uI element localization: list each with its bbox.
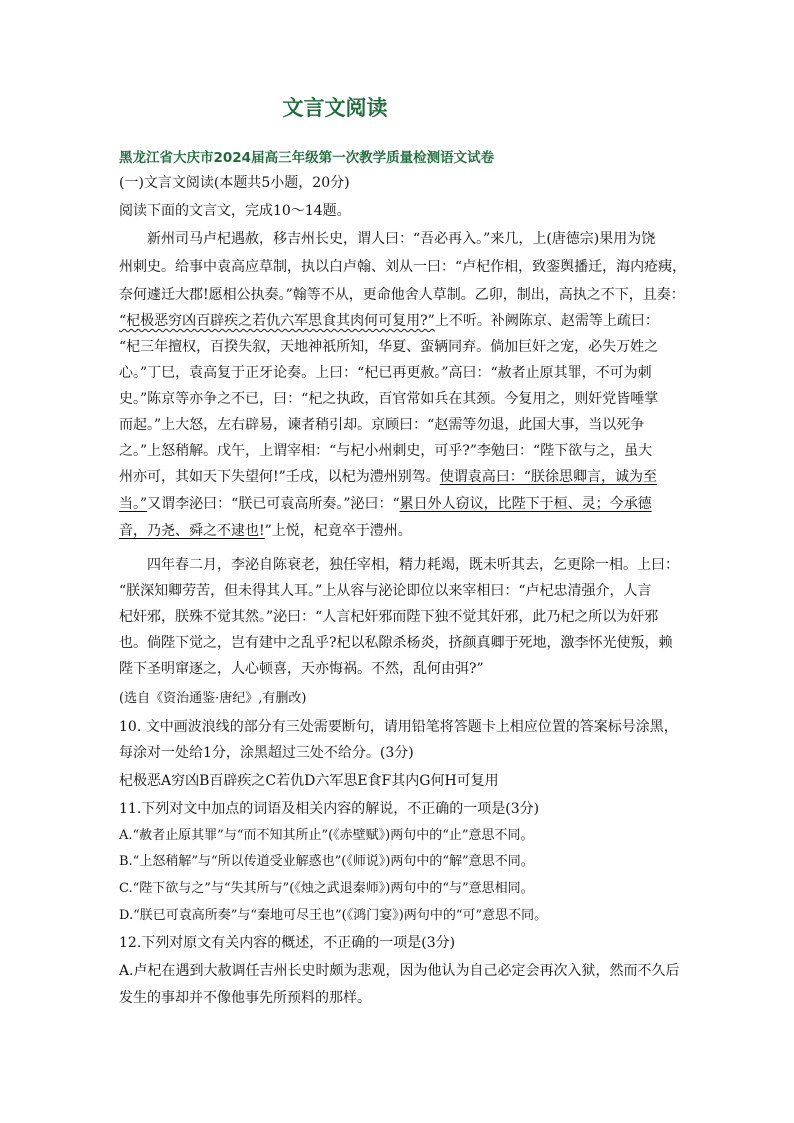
passage-line: 而起。”上大怒，左右辟易，谏者稍引却。京顾曰：“赵需等勿退，此国大事，当以死争	[119, 417, 645, 433]
question-10-stem: 10. 文中画波浪线的部分有三处需要断句，请用铅笔将答题卡上相应位置的答案标号涂黑，	[119, 719, 678, 735]
underlined-text: 使谓袁高曰：“朕徐思卿言，诚为至	[439, 469, 657, 485]
passage-text: 又谓李泌曰：“朕已可袁高所奏。”泌曰：“	[147, 496, 400, 512]
passage-line: 新州司马卢杞遇赦，移吉州长史，谓人曰：“吾必再入。”来几，上(唐德宗)果用为饶	[147, 231, 656, 247]
section-heading: (一)文言文阅读(本题共5小题，20分)	[119, 175, 350, 191]
question-11-stem: 11.下列对文中加点的词语及相关内容的解说，不正确的一项是(3分)	[119, 801, 540, 817]
passage-line: 史。”陈京等亦争之不已，曰：“杞之执政，百官常如兵在其颈。今复用之，则奸党皆唾掌	[119, 391, 659, 407]
passage-line: 奈何遽迁大郡!愿相公执奏。”翰等不从，更命他舍人草制。乙卯，制出，高执之不下，且奏：	[119, 287, 685, 303]
question-12-option-a-cont: 发生的事却并不像他事先所预料的那样。	[119, 990, 371, 1006]
question-11-option-c: C.“陛下欲与之”与“失其所与”(《烛之武退秦师》)两句中的“与”意思相同。	[119, 881, 534, 896]
underlined-text: 音，乃尧、舜之不逮也!	[119, 523, 265, 539]
question-11-option-d: D.“朕已可袁高所奏”与“秦地可尽王也”(《鸿门宴》)两句中的“可”意思不同。	[119, 908, 548, 923]
passage-line	[119, 467, 657, 487]
question-12-stem: 12.下列对原文有关内容的概述，不正确的一项是(3分)	[119, 935, 456, 951]
passage-line: 陛下圣明窜逐之，人心顿喜，天亦悔祸。不然，乱何由弭?”	[119, 661, 484, 677]
passage-line: 四年春二月，李泌自陈衰老，独任宰相，精力耗竭，既未听其去，乞更除一相。上曰：	[147, 557, 679, 573]
exam-source: 黑龙江省大庆市2024届高三年级第一次教学质量检测语文试卷	[119, 150, 495, 166]
underlined-text: 当。”	[119, 496, 148, 512]
underlined-text: 累日外人窃议，比陛下于桓、灵；今承德	[399, 496, 652, 512]
passage-line: “朕深知卿劳苦，但未得其人耳。”上从容与泌论即位以来宰相曰：“卢杞忠清强介，人言	[119, 583, 652, 599]
passage-line: 之。”上怒稍解。戊午，上谓宰相：“与杞小州刺史，可乎?”李勉曰：“陛下欲与之，虽大	[119, 443, 653, 459]
passage-text: ”上悦，杞竟卒于澧州。	[264, 523, 412, 539]
question-10-options: 杞极恶A穷凶B百辟疾之C若仇D六军思E食F其内G何H可复用	[119, 773, 499, 789]
passage-line: 心。”丁巳，袁高复于正牙论奏。上曰：“杞已再更赦。”高曰：“赦者止原其罪，不可为刺	[119, 365, 652, 381]
question-11-option-b: B.“上怒稍解”与“所以传道受业解惑也”(《师说》)两句中的“解”意思不同。	[119, 854, 534, 869]
passage-text: 州亦可，其如天下失望何!”壬戌，以杞为澧州别驾。	[119, 469, 440, 485]
passage-line: 杞奸邪，朕殊不觉其然。”泌曰：“人言杞奸邪而陛下独不觉其奸邪，此乃杞之所以为奸邪	[119, 609, 659, 625]
passage-line	[119, 521, 412, 541]
question-10-stem: 每涂对一处给1分，涂黑超过三处不给分。(3分)	[119, 745, 414, 761]
passage-line: 也。倘陛下觉之，岂有建中之乱乎?杞以私隙杀杨炎，挤颜真卿于死地，激李怀光使叛，赖	[119, 635, 673, 651]
question-12-option-a: A.卢杞在遇到大赦调任吉州长史时颇为悲观，因为他认为自己必定会再次入狱，然而不久后	[119, 963, 680, 979]
wavy-underlined-text: “杞极恶穷凶百辟疾之若仇六军思食其肉何可复用?”	[119, 313, 435, 329]
passage-line	[119, 494, 652, 514]
passage-line: “杞三年擅权，百揆失叙，天地神祇所知，华夏、蛮辆同弃。倘加巨奸之宠，必失万姓之	[119, 339, 659, 355]
passage-text: 上不听。补阙陈京、赵需等上疏曰：	[434, 313, 659, 329]
question-11-option-a: A.“赦者止原其罪”与“而不知其所止”(《赤壁赋》)两句中的“止”意思不同。	[119, 828, 534, 843]
passage-line	[119, 311, 659, 331]
citation: (选自《资治通鉴·唐纪》,有删改)	[119, 691, 307, 706]
instruction-text: 阅读下面的文言文，完成10～14题。	[119, 203, 351, 219]
passage-line: 州刺史。给事中袁高应草制，执以白卢翰、刘从一曰：“卢杞作相，致銮舆播迁，海内疮痍，	[119, 259, 687, 275]
page-title: 文言文阅读	[282, 96, 388, 120]
